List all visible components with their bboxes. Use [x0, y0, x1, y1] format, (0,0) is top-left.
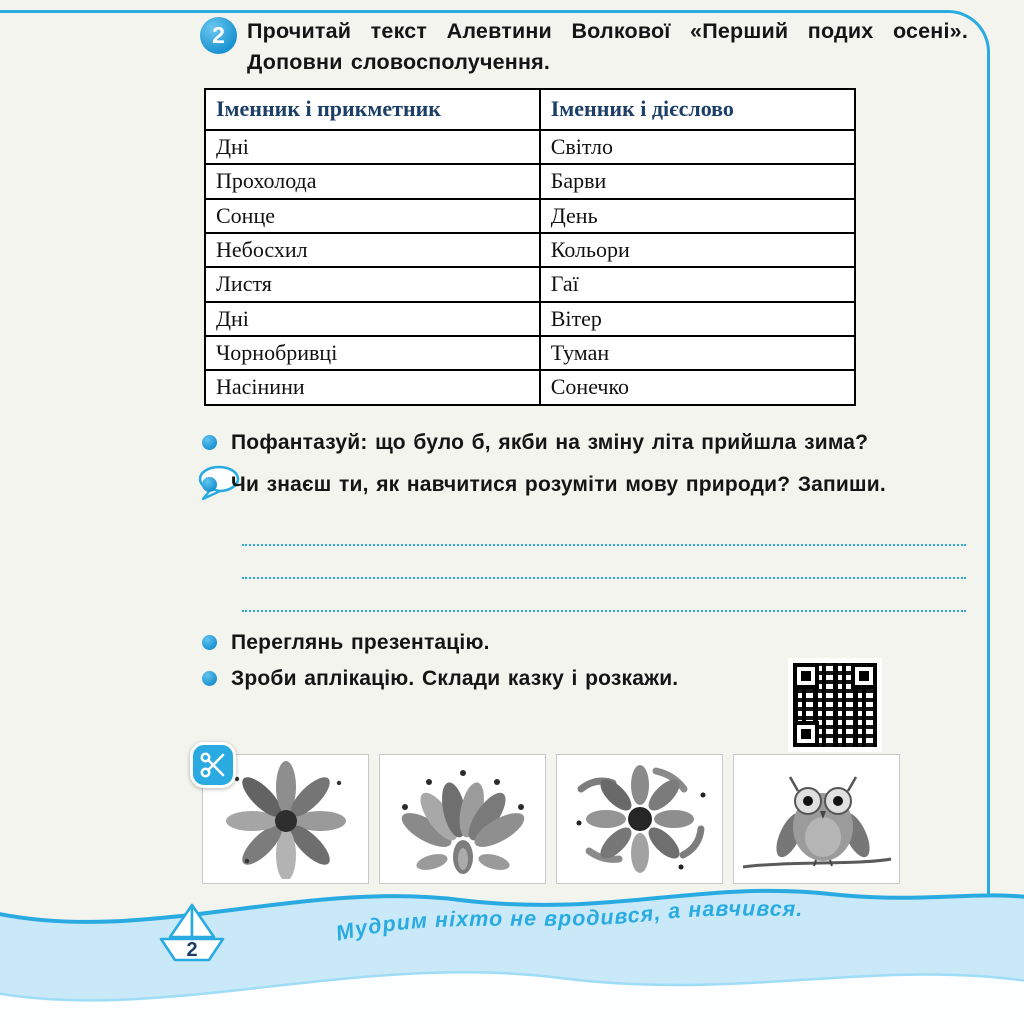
- scissors-icon: [190, 742, 236, 788]
- bullet-item-nature: [200, 470, 968, 500]
- answer-line[interactable]: [242, 579, 966, 612]
- table-cell: Світло: [540, 130, 855, 164]
- table-header-verb: Іменник і дієслово: [540, 89, 855, 129]
- answer-line[interactable]: [242, 513, 966, 546]
- table-header-adjective: Іменник і прикметник: [205, 89, 540, 129]
- qr-finder-icon: [793, 663, 819, 689]
- table-cell: Дні: [205, 302, 540, 336]
- motto-text: Мудрим ніхто не вродився, а навчився.: [333, 896, 804, 946]
- qr-code[interactable]: [788, 658, 882, 752]
- table-cell: Гаї: [540, 267, 855, 301]
- bullet-item-fantasy: [200, 428, 968, 458]
- bullet-tasks: [200, 428, 968, 695]
- table-row: [205, 302, 855, 336]
- page-number: 2: [186, 939, 198, 961]
- applique-image-leaf-wreath: [556, 754, 723, 884]
- bullet-text-applique: Зроби аплікацію. Склади казку і розкажи.: [231, 667, 679, 691]
- bullet-text-presentation: Переглянь презентацію.: [231, 630, 490, 654]
- task-header: [200, 16, 968, 78]
- table-cell: Небосхил: [205, 233, 540, 267]
- answer-lines: [242, 513, 968, 612]
- paper-boat-icon: [152, 898, 234, 973]
- svg-text:Мудрим ніхто не вродився, а на: [334, 897, 804, 946]
- qr-finder-icon: [793, 721, 819, 747]
- table-cell: День: [540, 199, 855, 233]
- table-cell: Сонечко: [540, 370, 855, 404]
- task-number: 2: [212, 22, 225, 48]
- bullet-text-fantasy: Пофантазуй: що було б, якби на зміну літа прийшла зима?: [231, 430, 869, 454]
- table-cell: Барви: [540, 164, 855, 198]
- table-row: [205, 233, 855, 267]
- table-row: [205, 130, 855, 164]
- task-number-badge: [200, 17, 237, 54]
- table-cell: Вітер: [540, 302, 855, 336]
- bullet-dot-icon: [202, 671, 217, 686]
- table-cell: Прохолода: [205, 164, 540, 198]
- motto: [326, 892, 926, 964]
- bullet-dot-icon: [202, 435, 217, 450]
- table-row: [205, 336, 855, 370]
- content-column: [200, 16, 968, 707]
- applique-image-leaf-fan: [379, 754, 546, 884]
- bullet-item-presentation: [200, 628, 968, 658]
- qr-finder-icon: [851, 663, 877, 689]
- table-cell: Дні: [205, 130, 540, 164]
- task-text: Прочитай текст Алевтини Волкової «Перший подих осені». Доповни словосполучення.: [247, 19, 968, 75]
- table-row: [205, 370, 855, 404]
- bullet-text-nature: Чи знаєш ти, як навчитися розуміти мову природи? Запиши.: [231, 473, 886, 497]
- table-cell: Чорнобривці: [205, 336, 540, 370]
- table-row: [205, 267, 855, 301]
- answer-line[interactable]: [242, 546, 966, 579]
- table-cell: Туман: [540, 336, 855, 370]
- table-cell: Сонце: [205, 199, 540, 233]
- vocab-table: [204, 88, 856, 406]
- applique-image-leaf-owl: [733, 754, 900, 884]
- table-cell: Насінини: [205, 370, 540, 404]
- table-cell: Листя: [205, 267, 540, 301]
- table-row: [205, 199, 855, 233]
- table-row: [205, 164, 855, 198]
- bullet-dot-icon: [202, 477, 217, 492]
- applique-gallery: [202, 754, 900, 884]
- bullet-dot-icon: [202, 635, 217, 650]
- table-cell: Кольори: [540, 233, 855, 267]
- table-header-row: [205, 89, 855, 129]
